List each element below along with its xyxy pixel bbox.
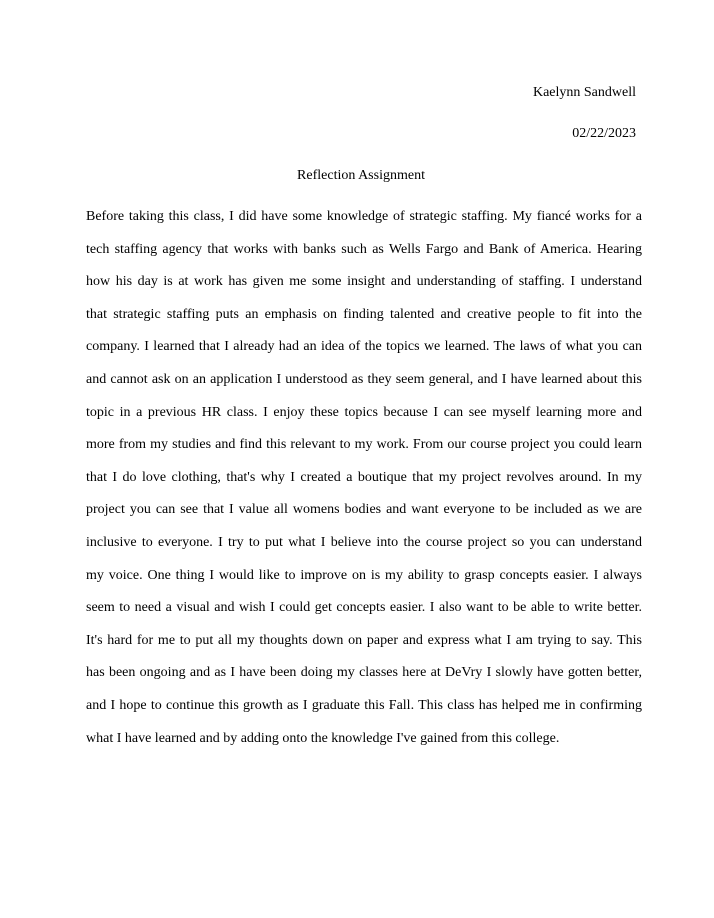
body-paragraph	[86, 201, 642, 755]
body-line: topic in a previous HR class. I enjoy these topics because I can see myself learning more and	[86, 404, 642, 420]
body-line: It's hard for me to put all my thoughts down on paper and express what I am trying to say. This	[86, 632, 642, 648]
body-line: that strategic staffing puts an emphasis on finding talented and creative people to fit into the	[86, 306, 642, 322]
body-line: seem to need a visual and wish I could get concepts easier. I also want to be able to write better.	[86, 600, 642, 616]
body-line: Before taking this class, I did have some knowledge of strategic staffing. My fiancé works for a	[86, 209, 642, 224]
body-line: and I hope to continue this growth as I graduate this Fall. This class has helped me in confirming	[86, 697, 642, 713]
body-line: project you can see that I value all womens bodies and want everyone to be included as we are	[86, 502, 642, 518]
document-date: 02/22/2023	[572, 126, 636, 141]
body-line: has been ongoing and as I have been doing my classes here at DeVry I slowly have gotten better,	[86, 665, 642, 681]
body-line: my voice. One thing I would like to improve on is my ability to grasp concepts easier. I always	[86, 567, 642, 583]
body-line: inclusive to everyone. I try to put what I believe into the course project so you can understand	[86, 534, 642, 550]
author-name: Kaelynn Sandwell	[532, 85, 636, 100]
body-line: company. I learned that I already had an idea of the topics we learned. The laws of what you can	[86, 339, 642, 355]
body-line: that I do love clothing, that's why I created a boutique that my project revolves around. In my	[86, 469, 642, 485]
body-line: and cannot ask on an application I understood as they seem general, and I have learned about this	[86, 371, 642, 387]
body-line-last: what I have learned and by adding onto the knowledge I've gained from this college.	[86, 730, 560, 746]
body-line: more from my studies and find this relevant to my work. From our course project you could learn	[86, 437, 642, 453]
document-title: Reflection Assignment	[297, 168, 425, 183]
body-line: tech staffing agency that works with banks such as Wells Fargo and Bank of America. Hearing	[86, 241, 642, 257]
body-line: how his day is at work has given me some insight and understanding of staffing. I understand	[86, 274, 642, 290]
